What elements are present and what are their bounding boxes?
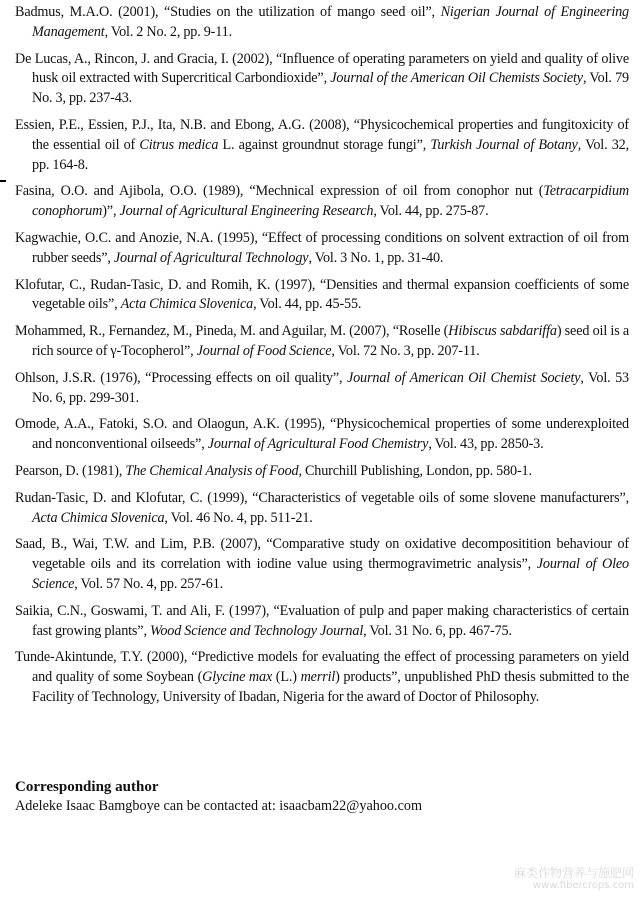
reference-italic-text: Journal of American Oil Chemist Society: [346, 369, 581, 386]
reference-text: De Lucas, A., Rincon, J. and Gracia, I. (2002), “Influence of operating parameters on yield and quality of olive husk oil extracted with Supercritical Carbondioxide”,: [15, 50, 629, 87]
watermark: [514, 866, 634, 892]
reference-list: [15, 3, 629, 715]
reference-text: , Vol. 53 No. 6, pp. 299-301.: [32, 369, 629, 406]
reference-entry: [15, 415, 629, 455]
reference-text: Saikia, C.N., Goswami, T. and Ali, F. (1997), “Evaluation of pulp and paper making characteristics of certain fast growing plants”,: [15, 602, 629, 639]
corresponding-author-section: [15, 778, 629, 816]
reference-text: Rudan-Tasic, D. and Klofutar, C. (1999), “Characteristics of vegetable oils of some slovene manufacturers”,: [15, 489, 629, 506]
reference-text: , Vol. 3 No. 1, pp. 31-40.: [308, 249, 444, 266]
reference-text: ) seed oil is a rich source of γ-Tocopherol”,: [32, 323, 629, 359]
watermark-chinese: 麻类作物营养与施肥网: [513, 866, 634, 880]
reference-text: Omode, A.A., Fatoki, S.O. and Olaogun, A.K. (1995), “Physicochemical properties of some underexploited and nonconventional oilseeds”,: [15, 416, 629, 453]
reference-text: , Vol. 44, pp. 275-87.: [373, 203, 489, 220]
reference-text: , Vol. 31 No. 6, pp. 467-75.: [363, 622, 512, 639]
reference-text: , Vol. 72 No. 3, pp. 207-11.: [331, 342, 480, 359]
reference-text: , Vol. 32, pp. 164-8.: [32, 136, 629, 173]
reference-italic-text: Wood Science and Technology Journal: [149, 622, 364, 639]
reference-text: L. against groundnut storage fungi”,: [218, 136, 431, 153]
reference-italic-text: Acta Chimica Slovenica: [32, 509, 165, 526]
reference-text: , Vol. 2 No. 2, pp. 9-11.: [104, 23, 232, 40]
reference-italic-text: Citrus medica: [139, 136, 219, 153]
reference-entry: [15, 3, 629, 43]
reference-italic-text: Glycine max: [202, 669, 273, 686]
reference-italic-text: Hibiscus sabdariffa: [448, 323, 557, 340]
reference-text: , Churchill Publishing, London, pp. 580-1.: [298, 462, 532, 479]
reference-entry: [15, 116, 629, 175]
reference-italic-text: merril: [300, 669, 336, 686]
reference-text: (L.): [272, 669, 301, 686]
reference-text: , Vol. 46 No. 4, pp. 511-21.: [164, 509, 313, 526]
watermark-url: www.fibercrops.com: [532, 880, 634, 891]
reference-entry: [15, 50, 629, 109]
reference-text: Fasina, O.O. and Ajibola, O.O. (1989), “Mechnical expression of oil from conophor nut (: [15, 183, 544, 200]
reference-entry: [15, 182, 629, 222]
reference-italic-text: Journal of Food Science: [196, 342, 332, 359]
reference-text: Ohlson, J.S.R. (1976), “Processing effects on oil quality”,: [15, 369, 347, 386]
reference-entry: [15, 489, 629, 529]
reference-text: Klofutar, C., Rudan-Tasic, D. and Romih, K. (1997), “Densities and thermal expansion coefficients of some vegetable oils”,: [15, 276, 629, 313]
reference-text: Pearson, D. (1981),: [15, 462, 126, 479]
reference-text: Essien, P.E., Essien, P.J., Ita, N.B. and Ebong, A.G. (2008), “Physicochemical properties and fungitoxicity of the essential oil of: [15, 116, 629, 153]
reference-entry: [15, 462, 629, 482]
reference-italic-text: Tetracarpidium conophorum: [32, 183, 629, 220]
reference-italic-text: Journal of Agricultural Food Chemistry: [207, 436, 429, 453]
reference-text: )”,: [102, 203, 120, 220]
reference-italic-text: Acta Chimica Slovenica: [120, 296, 254, 313]
reference-text: , Vol. 79 No. 3, pp. 237-43.: [32, 70, 629, 107]
reference-italic-text: Nigerian Journal of Engineering Management: [32, 4, 630, 40]
reference-entry: [15, 648, 629, 707]
reference-entry: [15, 229, 629, 269]
reference-text: , Vol. 57 No. 4, pp. 257-61.: [74, 575, 224, 592]
reference-entry: [15, 602, 629, 642]
reference-italic-text: The Chemical Analysis of Food: [125, 462, 299, 479]
reference-entry: [15, 535, 629, 594]
reference-entry: [15, 322, 629, 362]
margin-mark: [0, 180, 6, 182]
corresponding-author-heading: Corresponding author: [15, 779, 159, 795]
reference-text: Mohammed, R., Fernandez, M., Pineda, M. and Aguilar, M. (2007), “Roselle (: [15, 323, 449, 340]
reference-text: Tunde-Akintunde, T.Y. (2000), “Predictive models for evaluating the effect of processing parameters on yield and quality of some Soybean (: [15, 649, 629, 686]
reference-italic-text: Turkish Journal of Botany: [430, 136, 578, 153]
reference-italic-text: Journal of Agricultural Engineering Research: [119, 203, 374, 220]
reference-text: , Vol. 44, pp. 45-55.: [253, 296, 362, 313]
reference-text: Kagwachie, O.C. and Anozie, N.A. (1995), “Effect of processing conditions on solvent extraction of oil from rubber seeds”,: [15, 229, 629, 266]
reference-text: ) products”, unpublished PhD thesis submitted to the Facility of Technology, University of Ibadan, Nigeria for the award of Doctor of Philosophy.: [32, 669, 629, 705]
corresponding-author-contact: Adeleke Isaac Bamgboye can be contacted at: isaacbam22@yahoo.com: [15, 798, 422, 814]
reference-text: Badmus, M.A.O. (2001), “Studies on the utilization of mango seed oil”,: [15, 4, 441, 20]
reference-italic-text: Journal of Oleo Science: [32, 556, 629, 592]
reference-entry: [15, 369, 629, 409]
reference-italic-text: Journal of Agricultural Technology: [113, 249, 309, 266]
reference-entry: [15, 276, 629, 316]
reference-text: Saad, B., Wai, T.W. and Lim, P.B. (2007), “Comparative study on oxidative decompositition behaviour of vegetable oils and its correlation with iodine value using thermogravimetric analysis”,: [15, 536, 629, 573]
reference-italic-text: Journal of the American Oil Chemists Society: [330, 70, 583, 87]
reference-text: , Vol. 43, pp. 2850-3.: [428, 436, 544, 453]
